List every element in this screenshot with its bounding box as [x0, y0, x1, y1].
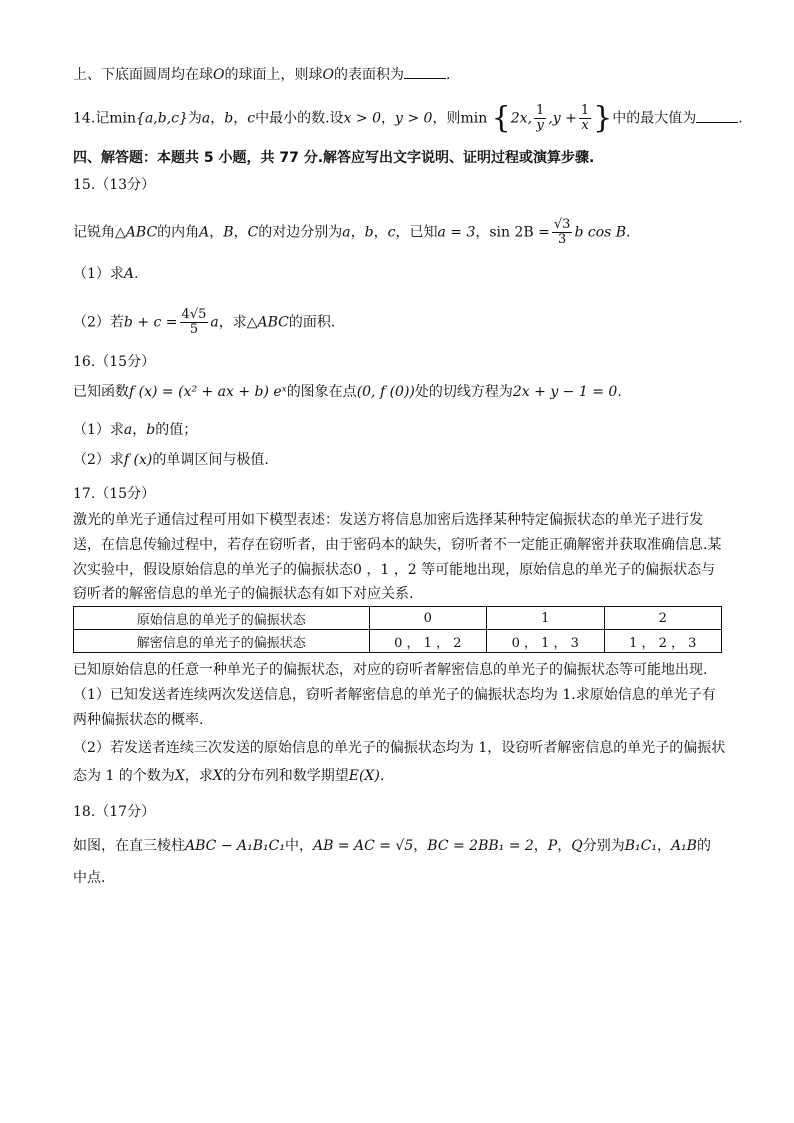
q17-para-line: 送，在信息传输过程中，若存在窃听者，由于密码本的缺失，窃听者不一定能正确解密并获取准确信息.某	[73, 537, 722, 553]
q17-para-line: 已知原始信息的任意一种单光子的偏振状态，对应的窃听者解密信息的单光子的偏振状态等可能地出现.	[73, 662, 708, 678]
table-cell: 原始信息的单光子的偏振状态	[74, 607, 370, 630]
table-cell: 0 ， 1 ， 2	[369, 630, 486, 653]
table-row	[74, 630, 722, 653]
fraction: $\frac{4√5}{5}$	[181, 307, 207, 337]
q13-tail: 上、下底面圆周均在球O的球面上，则球O的表面积为 .	[73, 64, 450, 85]
table-row	[74, 607, 722, 630]
table-cell: 解密信息的单光子的偏振状态	[74, 630, 370, 653]
q15-stem: 记锐角△ABC的内角A，B，C的对边分别为a，b，c，已知a = 3，sin 2B = $\frac{√3}{3}$ b cos B.	[73, 217, 631, 247]
table-cell: 1 ， 2 ， 3	[604, 630, 722, 653]
q16-heading: 16.（15分）	[73, 354, 156, 370]
q17-part1-cont: 两种偏振状态的概率.	[73, 712, 204, 728]
q15-heading: 15.（13分）	[73, 177, 156, 193]
fraction: $\frac{1}{x}$	[580, 103, 590, 133]
q16-part2: （2）求f (x)的单调区间与极值.	[73, 452, 269, 468]
q16-part1: （1）求a，b的值；	[73, 422, 198, 438]
answer-blank	[696, 108, 738, 123]
section-heading: 四、解答题：本题共 5 小题，共 77 分.解答应写出文字说明、证明过程或演算步骤.	[73, 150, 595, 166]
question-14: 14.记min{a,b,c}为a，b，c中最小的数.设x > 0，y > 0，则min {2x, $\frac{1}{y}$ ,y + $\frac{1}{x}$ }中的最大值为 .	[73, 100, 743, 136]
table-cell: 0	[369, 607, 486, 630]
q17-part1: （1）已知发送者连续两次发送信息，窃听者解密信息的单光子的偏振状态均为 1.求原始信息的单光子有	[73, 687, 716, 703]
table-cell: 1	[487, 607, 604, 630]
q17-para-line: 次实验中，假设原始信息的单光子的偏振状态0 ，1 ，2 等可能地出现，原始信息的单光子的偏振状态与	[73, 562, 716, 578]
q16-stem: 已知函数f (x) = (x² + ax + b) eˣ的图象在点(0, f (0))处的切线方程为2x + y − 1 = 0.	[73, 384, 622, 400]
q17-heading: 17.（15分）	[73, 486, 156, 502]
table-cell: 0 ， 1 ， 3	[487, 630, 604, 653]
polarization-table	[73, 606, 722, 653]
answer-blank	[404, 64, 446, 79]
left-brace: {	[491, 100, 511, 136]
q17-part2: （2）若发送者连续三次发送的原始信息的单光子的偏振状态均为 1，设窃听者解密信息的单光子的偏振状	[73, 740, 726, 756]
table-cell: 2	[604, 607, 722, 630]
q18-stem-cont: 中点.	[73, 870, 106, 886]
q15-part1: （1）求A.	[73, 266, 139, 282]
fraction: $\frac{1}{y}$	[536, 103, 545, 133]
q17-para-line: 激光的单光子通信过程可用如下模型表述：发送方将信息加密后选择某种特定偏振状态的单光子进行发	[73, 512, 703, 528]
q17-para-line: 窃听者的解密信息的单光子的偏振状态有如下对应关系.	[73, 586, 414, 602]
q17-part2-cont: 态为 1 的个数为X，求X的分布列和数学期望E(X).	[73, 768, 385, 784]
q15-part2: （2）若b + c = $\frac{4√5}{5}$ a，求△ABC的面积.	[73, 307, 336, 337]
fraction: $\frac{√3}{3}$	[553, 217, 571, 247]
q18-heading: 18.（17分）	[73, 804, 156, 820]
q18-stem: 如图，在直三棱柱ABC − A₁B₁C₁中，AB = AC = √5，BC = 2BB₁ = 2，P，Q分别为B₁C₁，A₁B的	[73, 838, 711, 854]
right-brace: }	[593, 100, 613, 136]
